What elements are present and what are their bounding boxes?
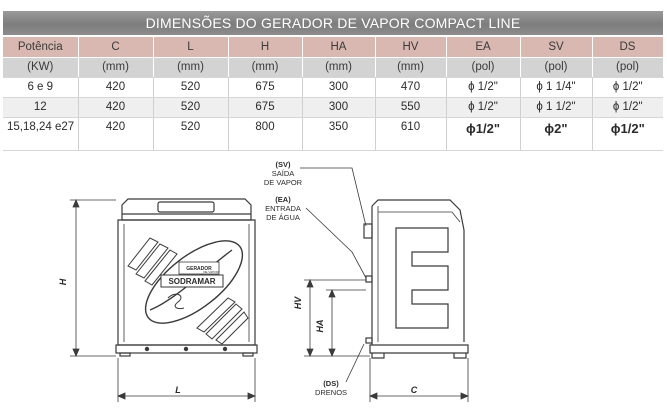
table-cell: 420 xyxy=(78,117,153,150)
table-row xyxy=(3,77,663,97)
header-ea: EA xyxy=(446,37,520,57)
table-cell: 520 xyxy=(153,97,228,117)
header-row xyxy=(3,37,663,57)
table-cell: 800 xyxy=(228,117,302,150)
table-cell: ϕ 1 1/2" xyxy=(520,97,592,117)
unit-row xyxy=(3,57,663,77)
table-cell: 350 xyxy=(302,117,375,150)
table-cell: ϕ1/2" xyxy=(592,117,663,150)
badge-top: GERADOR xyxy=(186,266,212,272)
header-hv: HV xyxy=(375,37,446,57)
table-cell: 15,18,24 e27 xyxy=(3,117,78,150)
header-c: C xyxy=(78,37,153,57)
side-base xyxy=(370,345,468,353)
unit-cell: (mm) xyxy=(153,57,228,77)
table-cell: ϕ 1/2" xyxy=(446,77,520,97)
dimension-l xyxy=(118,358,255,402)
decor-stripes-bottom xyxy=(197,298,248,344)
dim-hv-label: HV xyxy=(293,296,303,310)
table-cell: 6 e 9 xyxy=(3,77,78,97)
table-cell: 470 xyxy=(375,77,446,97)
badge-sub: DE VAPOR xyxy=(203,270,219,274)
ea-line2: DE ÁGUA xyxy=(266,213,300,222)
control-panel xyxy=(158,202,214,212)
table-cell: 675 xyxy=(228,77,302,97)
swirl-icon xyxy=(168,294,184,308)
side-window xyxy=(396,228,448,328)
table-cell: 420 xyxy=(78,97,153,117)
dimension-c xyxy=(370,358,468,402)
table-cell: 610 xyxy=(375,117,446,150)
ds-line1: DRENOS xyxy=(314,388,348,397)
header-h: H xyxy=(228,37,302,57)
steam-outlet xyxy=(364,224,372,238)
unit-cell: (mm) xyxy=(375,57,446,77)
water-inlet xyxy=(366,276,372,282)
table-cell: 300 xyxy=(302,77,375,97)
table-cell: ϕ 1/2" xyxy=(592,77,663,97)
side-top xyxy=(372,200,464,238)
side-view xyxy=(364,200,468,358)
header-l: L xyxy=(153,37,228,57)
unit-cell: (KW) xyxy=(3,57,78,77)
header-ds: DS xyxy=(592,37,663,57)
ea-code: (EA) xyxy=(275,195,291,204)
unit-cell: (pol) xyxy=(446,57,520,77)
header-ha: HA xyxy=(302,37,375,57)
dim-h-label: H xyxy=(58,278,68,286)
header-sv: SV xyxy=(520,37,592,57)
table-cell: 300 xyxy=(302,97,375,117)
table-title: DIMENSÕES DO GERADOR DE VAPOR COMPACT LINE xyxy=(3,11,663,35)
technical-drawing xyxy=(0,150,667,417)
table-cell: ϕ 1/2" xyxy=(446,97,520,117)
ea-line1: ENTRADA xyxy=(265,204,301,213)
table-cell: 550 xyxy=(375,97,446,117)
dim-l-label: L xyxy=(175,385,181,395)
sv-line1: SAÍDA xyxy=(271,169,295,178)
dimension-hv xyxy=(304,280,370,356)
unit-cell: (pol) xyxy=(520,57,592,77)
unit-cell: (mm) xyxy=(302,57,375,77)
drain xyxy=(366,338,372,343)
table-cell: ϕ1/2" xyxy=(446,117,520,150)
dimension-ha xyxy=(326,290,366,356)
table-cell: 420 xyxy=(78,77,153,97)
dim-c-label: C xyxy=(410,385,418,395)
side-labels xyxy=(264,160,347,397)
dim-ha-label: HA xyxy=(315,319,325,333)
ds-code: (DS) xyxy=(323,379,339,388)
table-row xyxy=(3,97,663,117)
dimension-h xyxy=(70,200,116,356)
unit-cell: (mm) xyxy=(228,57,302,77)
dimensions-table xyxy=(3,37,664,151)
table-row xyxy=(3,117,663,150)
table-cell: ϕ 1 1/4" xyxy=(520,77,592,97)
sv-code: (SV) xyxy=(275,160,291,169)
table-cell: ϕ 1/2" xyxy=(592,97,663,117)
table-cell: ϕ2" xyxy=(520,117,592,150)
brand-logo: SODRAMAR xyxy=(168,277,216,286)
table-cell: 12 xyxy=(3,97,78,117)
table-cell: 520 xyxy=(153,117,228,150)
table-cell: 520 xyxy=(153,77,228,97)
unit-cell: (mm) xyxy=(78,57,153,77)
table-cell: 675 xyxy=(228,97,302,117)
header-potencia: Potência xyxy=(3,37,78,57)
unit-cell: (pol) xyxy=(592,57,663,77)
sv-line2: DE VAPOR xyxy=(263,178,303,187)
